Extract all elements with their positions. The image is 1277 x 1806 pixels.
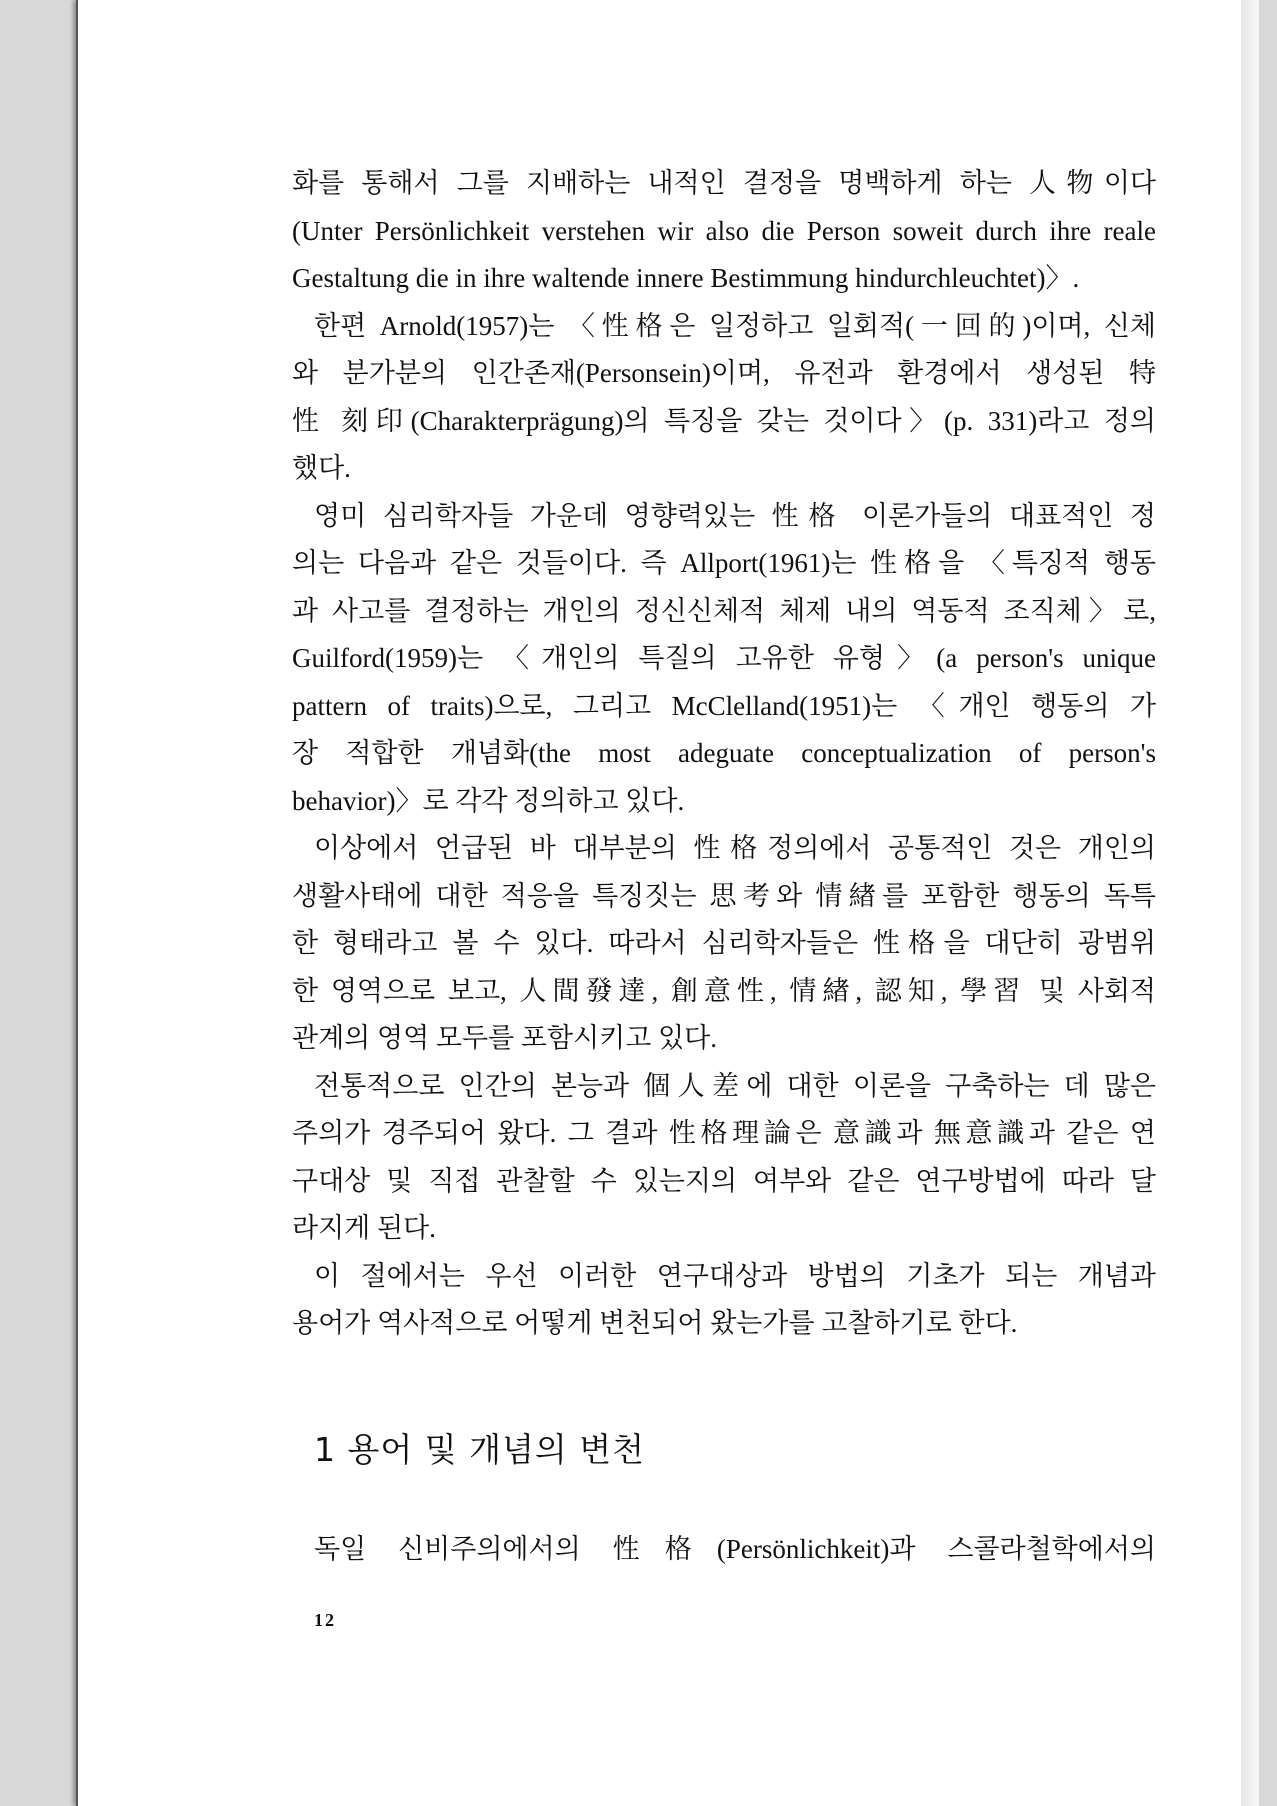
text-line: 한 영역으로 보고, 人間發達, 創意性, 情緖, 認知, 學習 및 사회적 xyxy=(292,975,1156,1006)
text-line: 구대상 및 직접 관찰할 수 있는지의 여부와 같은 연구방법에 따라 달 xyxy=(292,1165,1156,1196)
text-line: 생활사태에 대한 적응을 특징짓는 思考와 情緖를 포함한 행동의 독특 xyxy=(292,880,1156,911)
section-first-line: 독일 신비주의에서의 性格(Persönlichkeit)과 스콜라철학에서의 xyxy=(314,1534,1156,1564)
text-line: 한편 Arnold(1957)는 〈性格은 일정하고 일회적(一回的)이며, 신체 xyxy=(314,310,1156,341)
text-line: 했다. xyxy=(292,453,351,483)
section-heading: 1 용어 및 개념의 변천 xyxy=(314,1430,645,1469)
text-line: 라지게 된다. xyxy=(292,1213,436,1243)
text-line: 영미 심리학자들 가운데 영향력있는 性格 이론가들의 대표적인 정 xyxy=(314,500,1156,531)
text-line: 性 刻印(Charakterprägung)의 특징을 갖는 것이다〉(p. 331)라고 정의 xyxy=(292,405,1156,436)
text-line: 전통적으로 인간의 본능과 個人差에 대한 이론을 구축하는 데 많은 xyxy=(314,1070,1156,1101)
text-line: 관계의 영역 모두를 포함시키고 있다. xyxy=(292,1023,717,1053)
text-line: 한 형태라고 볼 수 있다. 따라서 심리학자들은 性格을 대단히 광범위 xyxy=(292,928,1156,958)
text-line: 과 사고를 결정하는 개인의 정신신체적 체제 내의 역동적 조직체〉로, xyxy=(292,595,1156,626)
page-edge xyxy=(1241,0,1259,1806)
text-line: 주의가 경주되어 왔다. 그 결과 性格理論은 意識과 無意識과 같은 연 xyxy=(292,1118,1156,1148)
page-number: 12 xyxy=(314,1610,336,1630)
text-line: 와 분가분의 인간존재(Personsein)이며, 유전과 환경에서 생성된 特 xyxy=(292,358,1156,388)
text-line: 의는 다음과 같은 것들이다. 즉 Allport(1961)는 性格을 〈특징적 행동 xyxy=(292,548,1156,578)
body-text xyxy=(292,160,1156,1348)
text-line: 장 적합한 개념화(the most adeguate conceptualization of person's xyxy=(292,738,1156,768)
text-line: Guilford(1959)는 〈개인의 특질의 고유한 유형〉(a person's unique xyxy=(292,643,1156,673)
text-line: Gestaltung die in ihre waltende innere Bestimmung hindurchleuchtet)〉. xyxy=(292,263,1080,293)
book-page xyxy=(76,0,1259,1806)
text-line: behavior)〉로 각각 정의하고 있다. xyxy=(292,785,685,816)
text-line: 용어가 역사적으로 어떻게 변천되어 왔는가를 고찰하기로 한다. xyxy=(292,1308,1018,1338)
text-line: 이상에서 언급된 바 대부분의 性格정의에서 공통적인 것은 개인의 xyxy=(314,833,1156,863)
text-line: 이 절에서는 우선 이러한 연구대상과 방법의 기초가 되는 개념과 xyxy=(314,1260,1156,1291)
text-line: (Unter Persönlichkeit verstehen wir also die Person soweit durch ihre reale xyxy=(292,215,1156,246)
text-line: pattern of traits)으로, 그리고 McClelland(1951)는 〈개인 행동의 가 xyxy=(292,690,1156,721)
text-line: 화를 통해서 그를 지배하는 내적인 결정을 명백하게 하는 人物이다 xyxy=(292,168,1156,198)
